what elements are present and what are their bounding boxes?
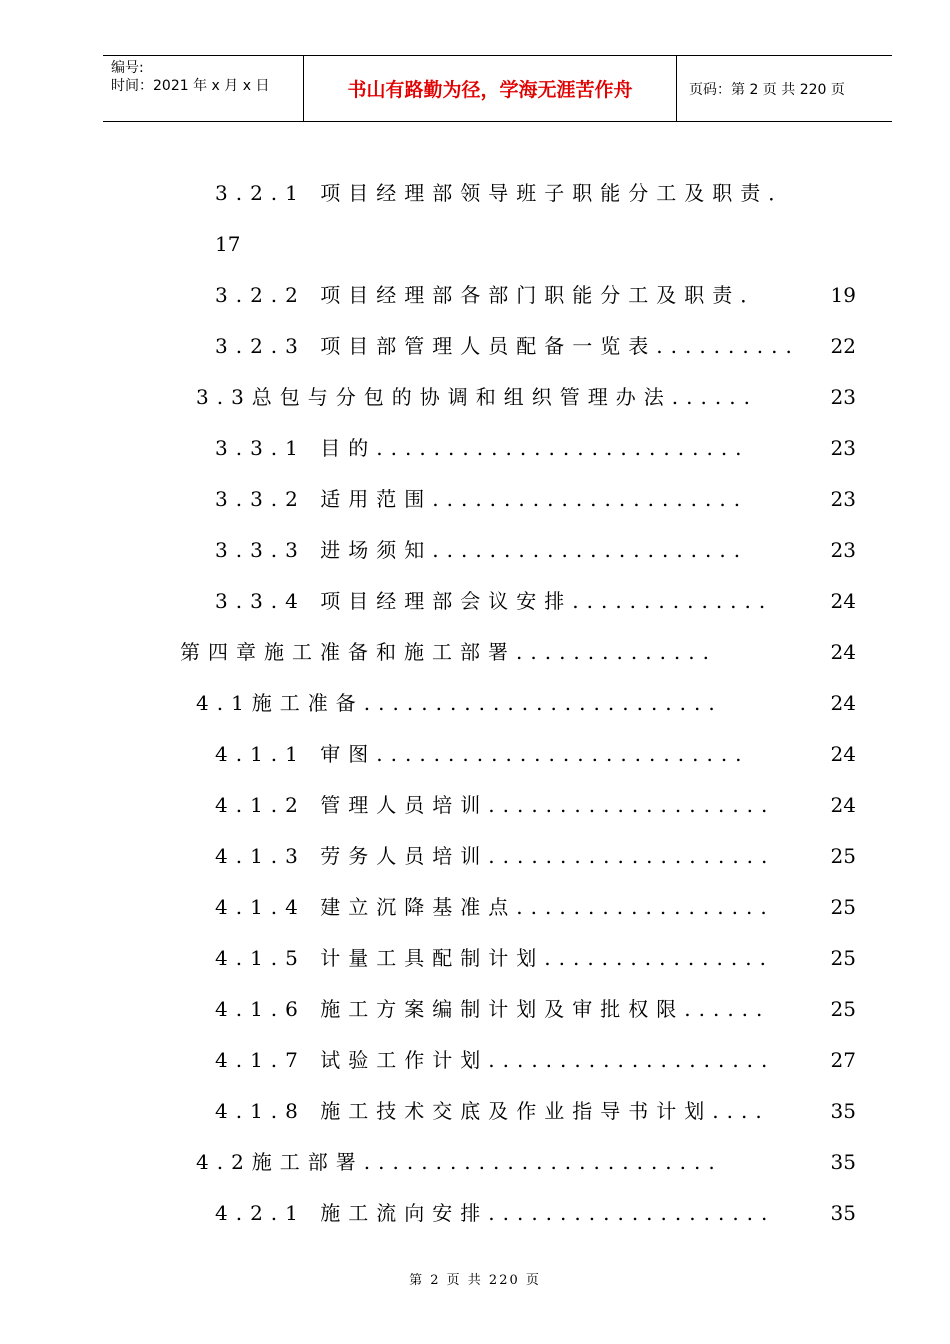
toc-entry[interactable] [215,433,856,463]
toc-entry-page: 25 [830,946,856,970]
toc-entry[interactable] [215,790,856,820]
toc-entry[interactable] [215,1045,856,1075]
toc-entry-page: 23 [830,385,856,409]
toc-entry-page: 24 [830,691,856,715]
toc-entry[interactable] [215,586,856,616]
toc-entry-label: 3.2.3 项目部管理人员配备一览表.......... [215,334,800,358]
toc-entry-page: 19 [830,283,856,307]
toc-entry[interactable] [215,1096,856,1126]
toc-entry-label: 4.1.2 管理人员培训.................... [215,793,776,817]
toc-entry[interactable] [215,484,856,514]
toc-entry-label: 4.1.1 审图.......................... [215,742,750,766]
toc-entry-page: 35 [830,1201,856,1225]
toc-entry-label: 4.1.3 劳务人员培训.................... [215,844,776,868]
toc-entry-page: 35 [830,1099,856,1123]
toc-entry-page: 25 [830,844,856,868]
toc-entry-label: 3.3.1 目的.......................... [215,436,750,460]
toc-entry-label: 第四章施工准备和施工部署.............. [180,640,718,664]
toc-entry-label: 3.3.3 进场须知...................... [215,538,749,562]
toc-entry-page: 23 [830,487,856,511]
toc-entry-label: 4.1.5 计量工具配制计划................ [215,946,774,970]
toc-entry-label: 4.1.6 施工方案编制计划及审批权限...... [215,997,771,1021]
toc-entry-label: 3.3.4 项目经理部会议安排.............. [215,589,774,613]
toc-entry-page: 25 [830,997,856,1021]
toc-entry-label: 4.2.1 施工流向安排.................... [215,1201,776,1225]
motto-text: 书山有路勤为径，学海无涯苦作舟 [347,79,633,101]
page-footer: 第 2 页 共 220 页 [409,1273,541,1288]
toc-entry[interactable] [215,943,856,973]
toc-entry-page: 24 [830,742,856,766]
toc-entry[interactable] [215,892,856,922]
header-meta-cell [103,56,304,121]
toc-entry[interactable] [215,739,856,769]
toc-entry[interactable] [196,382,856,412]
toc-entry-page: 22 [830,334,856,358]
toc-entry[interactable] [215,535,856,565]
toc-entry[interactable] [180,637,856,667]
toc-entry-label: 3.3.2 适用范围...................... [215,487,749,511]
toc-entry-page: 23 [830,436,856,460]
toc-entry[interactable] [215,280,856,310]
toc-entry-label: 3.2.1 项目经理部领导班子职能分工及职责． [215,181,797,205]
toc-entry[interactable] [196,688,856,718]
toc-entry[interactable] [215,331,856,361]
toc-entry[interactable] [215,178,856,208]
toc-entry-page: 23 [830,538,856,562]
toc-entry-page: 27 [830,1048,856,1072]
toc-entry-page: 35 [830,1150,856,1174]
toc-entry[interactable] [215,994,856,1024]
header-motto-cell [304,56,677,121]
toc-entry-label: 3.3总包与分包的协调和组织管理办法...... [196,385,758,409]
page-header [103,55,892,122]
toc-entry[interactable] [215,841,856,871]
toc-entry-label: 3.2.2 项目经理部各部门职能分工及职责． [215,283,769,307]
header-pagecode-cell [677,56,892,121]
toc-entry-page: 25 [830,895,856,919]
toc-entry[interactable] [196,1147,856,1177]
toc-entry-page: 24 [830,589,856,613]
toc-entry-label: 4.1.7 试验工作计划.................... [215,1048,776,1072]
toc-entry-label: 4.2施工部署......................... [196,1150,723,1174]
toc-entry-page: 24 [830,640,856,664]
toc-entry[interactable] [215,1198,856,1228]
page-code: 页码：第 2 页 共 220 页 [689,82,845,98]
toc-entry-label: 4.1施工准备......................... [196,691,723,715]
toc-entry-label: 4.1.8 施工技术交底及作业指导书计划.... [215,1099,770,1123]
time-label: 时间：2021 年 x 月 x 日 [111,78,270,94]
number-label: 编号: [111,60,144,76]
toc-entry-page: 24 [830,793,856,817]
toc-entry-label: 4.1.4 建立沉降基准点.................. [215,895,775,919]
toc-entry-page-wrapped: 17 [215,232,241,256]
